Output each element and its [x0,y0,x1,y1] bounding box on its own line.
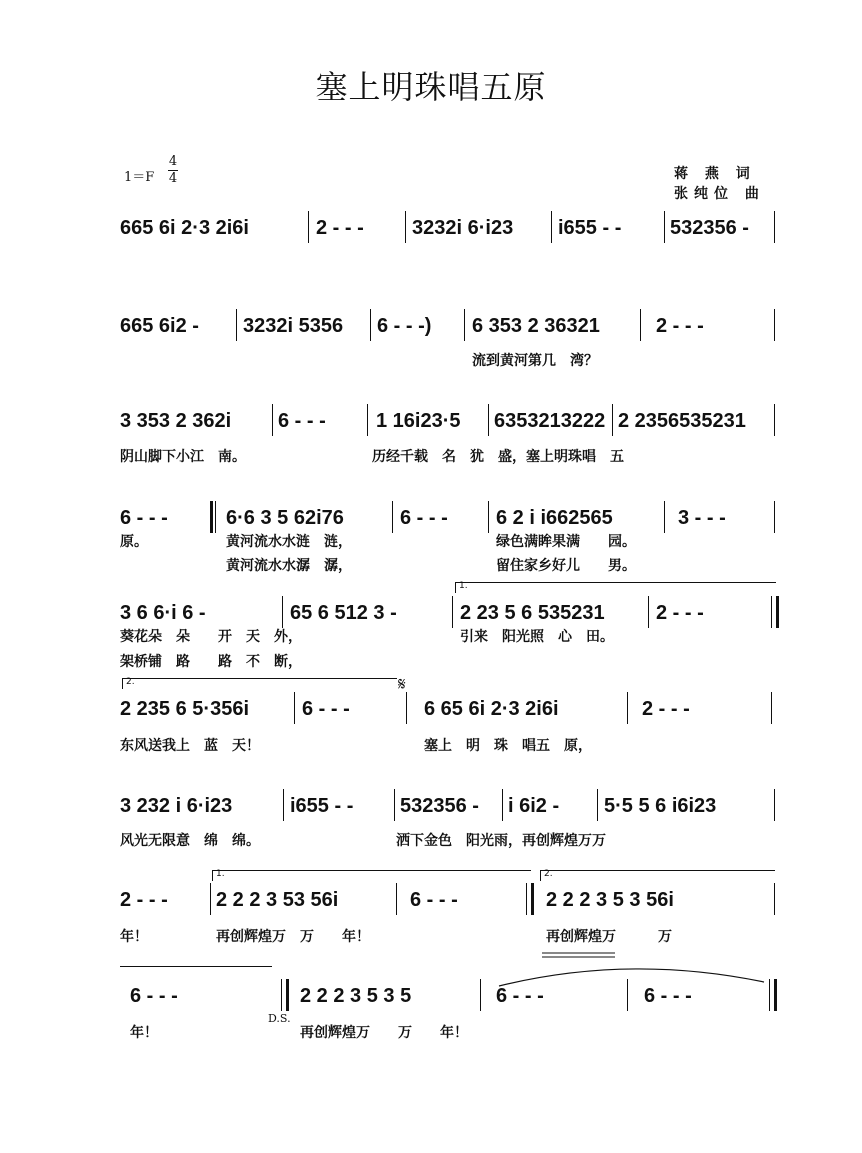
measure: 6 - - - [410,889,458,911]
measure: 6 65 6i 2·3 2i6i [424,698,559,720]
system-2-notes [0,312,862,340]
barline [308,211,309,243]
barline [664,211,665,243]
lyric-line: 架桥铺 路 路 不 断， [120,654,302,670]
measure: 2 23 5 6 535231 [460,602,605,624]
ds-marking: D.S. [268,1012,291,1025]
composer-credit: 张纯位 曲 [674,186,765,202]
measure: 3 6 6·i 6 - [120,602,206,624]
key-signature: 1＝F [124,170,155,185]
measure: 6353213222 [494,410,606,432]
barline [774,789,775,821]
barline [597,789,598,821]
volta-bracket-3 [212,870,531,881]
measure: i655 - - [290,795,354,817]
barline [283,789,284,821]
lyric-line: 历经千载 名 犹 盛，塞上明珠唱 五 [372,449,624,465]
lyric-line: 阴山脚下小江 南。 [120,449,246,465]
barline [282,596,283,628]
barline [480,979,481,1011]
lyric-line: 留住家乡好儿 男。 [496,558,636,574]
measure: 3232i 6·i23 [412,217,514,239]
barline [367,404,368,436]
barline [370,309,371,341]
barline [236,309,237,341]
barline [526,883,527,915]
lyric-line: 葵花朵 朵 开 天 外， [120,629,302,645]
measure: 532356 - [400,795,479,817]
barline [488,404,489,436]
barline [210,883,211,915]
time-signature [168,154,178,187]
measure: 6 - - -) [377,315,432,337]
lyric-line: 黄河流水水涟 涟， [226,534,352,550]
lyric-line: 流到黄河第几 湾？ [472,353,598,369]
tie-arc [494,958,774,988]
volta-label: 1. [459,581,468,591]
barline [774,211,775,243]
measure: 2 235 6 5·356i [120,698,249,720]
song-title: 塞上明珠唱五原 [315,68,547,106]
measure: 6 - - - [496,985,544,1007]
time-numerator: 4 [168,154,178,169]
barline [774,309,775,341]
fermata-lines [540,950,620,960]
measure: 665 6i2 - [120,315,199,337]
lyric-line: 东风送我上 蓝 天！ [120,738,260,754]
barline [502,789,503,821]
measure: 6 - - - [130,985,178,1007]
barline [648,596,649,628]
barline [281,979,282,1011]
barline [488,501,489,533]
lyric-line: 再创辉煌万 万 年！ [216,929,370,945]
barline [294,692,295,724]
system-5-notes [0,599,862,627]
measure: 2 - - - [656,602,704,624]
measure: 6 - - - [400,507,448,529]
system-7-lyrics [0,831,862,851]
system-4-lyrics-verse2 [0,556,862,576]
measure: 2 2356535231 [618,410,746,432]
segno-sign: 𝄋 [398,674,406,695]
lyric-line: 年！ [120,929,148,945]
measure: 2 - - - [316,217,364,239]
system-3-notes [0,407,862,435]
barline [640,309,641,341]
lyric-line: 洒下金色 阳光雨，再创辉煌万万 [396,833,606,849]
double-barline [286,979,289,1011]
measure: 1 16i23·5 [376,410,461,432]
volta-label: 2. [544,869,553,879]
system-4-notes [0,504,862,532]
barline [774,883,775,915]
barline [627,692,628,724]
system-8-lyrics [0,927,862,947]
measure: 6·6 3 5 62i76 [226,507,344,529]
system-7-notes [0,792,862,820]
system-2-lyrics [0,351,862,371]
measure: 3232i 5356 [243,315,344,337]
lyric-line: 再创辉煌万 万 [546,929,672,945]
repeat-end-barline [531,883,534,915]
barline [774,501,775,533]
barline [396,883,397,915]
barline [215,501,216,533]
system-9-lyrics [0,1023,862,1043]
measure: 6 - - - [278,410,326,432]
measure: 2 - - - [656,315,704,337]
lyric-line: 黄河流水水潺 潺， [226,558,352,574]
measure: 2 2 2 3 5 3 56i [546,889,674,911]
system-5-lyrics-verse2 [0,652,862,672]
measure: 6 353 2 36321 [472,315,600,337]
measure: 6 2 i i662565 [496,507,613,529]
measure: 6 - - - [302,698,350,720]
measure: 2 2 2 3 5 3 5 [300,985,412,1007]
lyric-line: 引来 阳光照 心 田。 [460,629,614,645]
system-1-notes [0,214,862,242]
measure: i655 - - [558,217,622,239]
barline [774,404,775,436]
barline [452,596,453,628]
system-3-lyrics [0,447,862,467]
lyric-line: 年！ [130,1025,158,1041]
lyricist-credit: 蒋 燕 词 [674,166,756,182]
volta-label: 2. [126,677,135,687]
lyric-line: 绿色满眸果满 园。 [496,534,636,550]
measure: 3 232 i 6·i23 [120,795,233,817]
time-denominator: 4 [168,171,178,186]
barline [771,596,772,628]
final-barline [774,979,777,1011]
measure: 5·5 5 6 i6i23 [604,795,717,817]
measure: 665 6i 2·3 2i6i [120,217,249,239]
barline [551,211,552,243]
measure: 532356 - [670,217,749,239]
barline [406,692,407,724]
lyric-line: 塞上 明 珠 唱五 原， [424,738,592,754]
system-5-lyrics [0,627,862,647]
volta-line [120,966,272,967]
barline [664,501,665,533]
volta-bracket-4 [540,870,775,881]
system-4-lyrics [0,532,862,552]
measure: 2 - - - [642,698,690,720]
measure: 2 - - - [120,889,168,911]
barline [394,789,395,821]
volta-bracket-2 [122,678,397,689]
repeat-start-barline [210,501,213,533]
barline [392,501,393,533]
repeat-end-barline [776,596,779,628]
lyric-line: 原。 [120,534,148,550]
measure: 6 - - - [120,507,168,529]
barline [771,692,772,724]
system-8-notes [0,886,862,914]
system-6-lyrics [0,736,862,756]
volta-label: 1. [216,869,225,879]
volta-bracket-1 [455,582,776,593]
measure: 65 6 512 3 - [290,602,397,624]
barline [405,211,406,243]
lyric-line: 再创辉煌万 万 年！ [300,1025,468,1041]
measure: 2 2 2 3 53 56i [216,889,339,911]
measure: 3 - - - [678,507,726,529]
barline [464,309,465,341]
lyric-line: 风光无限意 绵 绵。 [120,833,260,849]
barline [612,404,613,436]
measure: i 6i2 - [508,795,560,817]
measure: 6 - - - [644,985,692,1007]
barline [272,404,273,436]
system-6-notes [0,695,862,723]
measure: 3 353 2 362i [120,410,232,432]
